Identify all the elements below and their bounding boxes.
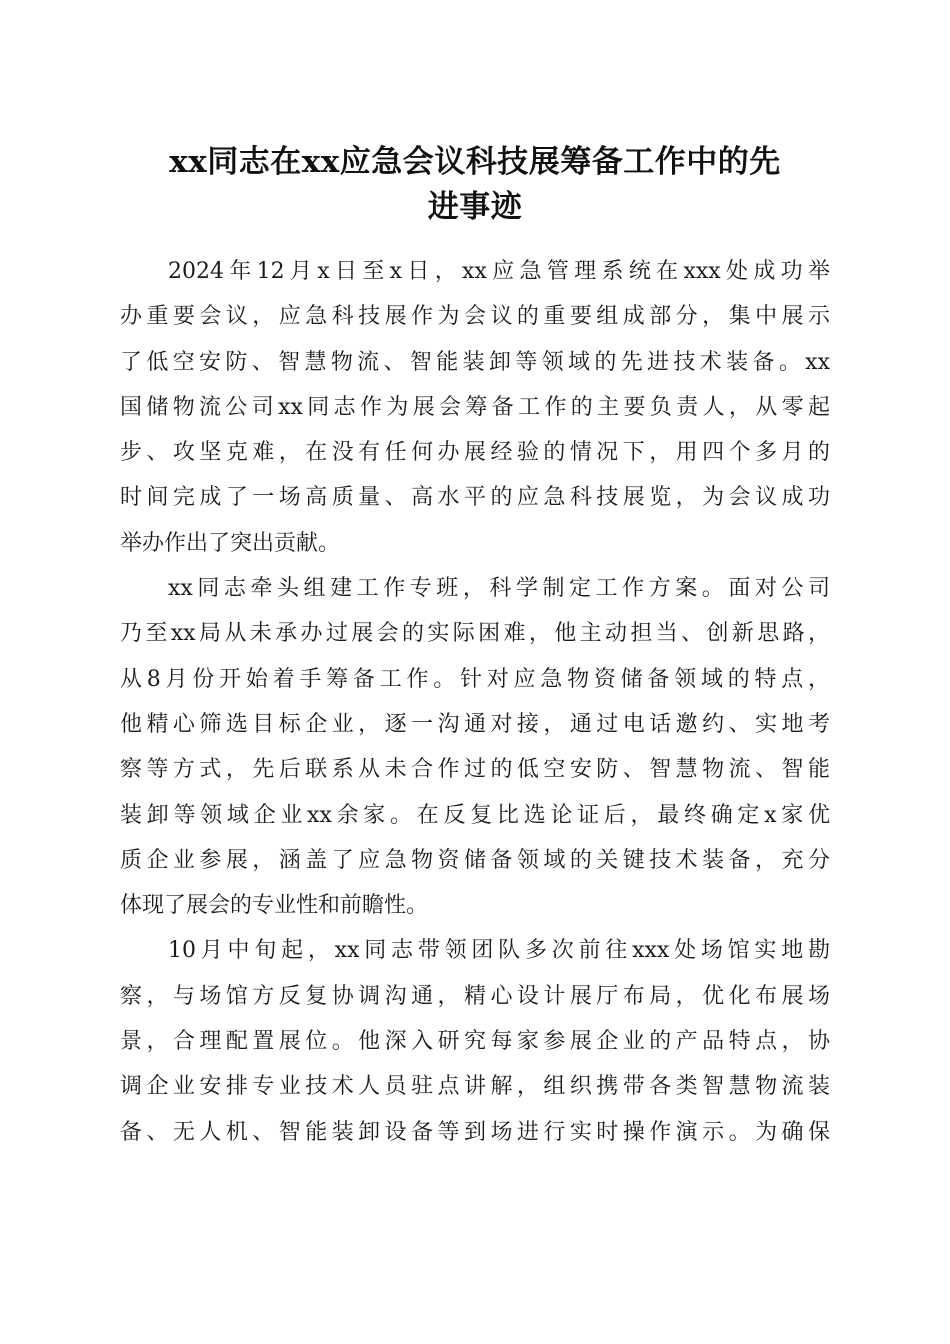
paragraph-3 — [120, 928, 830, 1154]
text-line: 了低空安防、智慧物流、智能装卸等领域的先进技术装备。xx — [120, 349, 830, 375]
paragraph-1 — [120, 249, 830, 566]
text-line: xx同志牵头组建工作专班，科学制定工作方案。面对公司 — [168, 576, 830, 602]
text-line: 质企业参展，涵盖了应急物资储备领域的关键技术装备，充分 — [120, 847, 830, 873]
text-line: 10月中旬起，xx同志带领团队多次前往xxx处场馆实地勘 — [168, 938, 830, 964]
title-line: xx同志在xx应急会议科技展筹备工作中的先 — [169, 144, 781, 180]
text-line: 乃至xx局从未承办过展会的实际困难，他主动担当、创新思路， — [120, 621, 830, 647]
title-line: 进事迹 — [427, 189, 523, 225]
text-line: 察，与场馆方反复协调沟通，精心设计展厅布局，优化布展场 — [120, 983, 830, 1009]
text-line: 他精心筛选目标企业，逐一沟通对接，通过电话邀约、实地考 — [120, 711, 830, 737]
document-title — [110, 140, 840, 230]
text-line: 装卸等领域企业xx余家。在反复比选论证后，最终确定x家优 — [120, 802, 830, 828]
text-line: 调企业安排专业技术人员驻点讲解，组织携带各类智慧物流装 — [120, 1074, 830, 1100]
text-line: 国储物流公司xx同志作为展会筹备工作的主要负责人，从零起 — [120, 394, 830, 420]
text-line: 景，合理配置展位。他深入研究每家参展企业的产品特点，协 — [120, 1029, 830, 1055]
text-line: 2024年12月x日至x日，xx应急管理系统在xxx处成功举 — [168, 259, 830, 284]
text-line: 举办作出了突出贡献。 — [120, 530, 341, 556]
text-line: 察等方式，先后联系从未合作过的低空安防、智慧物流、智能 — [120, 757, 830, 783]
text-line: 备、无人机、智能装卸设备等到场进行实时操作演示。为确保 — [120, 1119, 830, 1145]
document-body — [120, 249, 830, 1155]
text-line: 步、攻坚克难，在没有任何办展经验的情况下，用四个多月的 — [120, 440, 830, 466]
paragraph-2 — [120, 566, 830, 928]
text-line: 体现了展会的专业性和前瞻性。 — [120, 893, 429, 919]
text-line: 时间完成了一场高质量、高水平的应急科技展览，为会议成功 — [120, 485, 830, 511]
text-line: 从8月份开始着手筹备工作。针对应急物资储备领域的特点， — [120, 666, 830, 692]
text-line: 办重要会议，应急科技展作为会议的重要组成部分，集中展示 — [120, 304, 830, 330]
